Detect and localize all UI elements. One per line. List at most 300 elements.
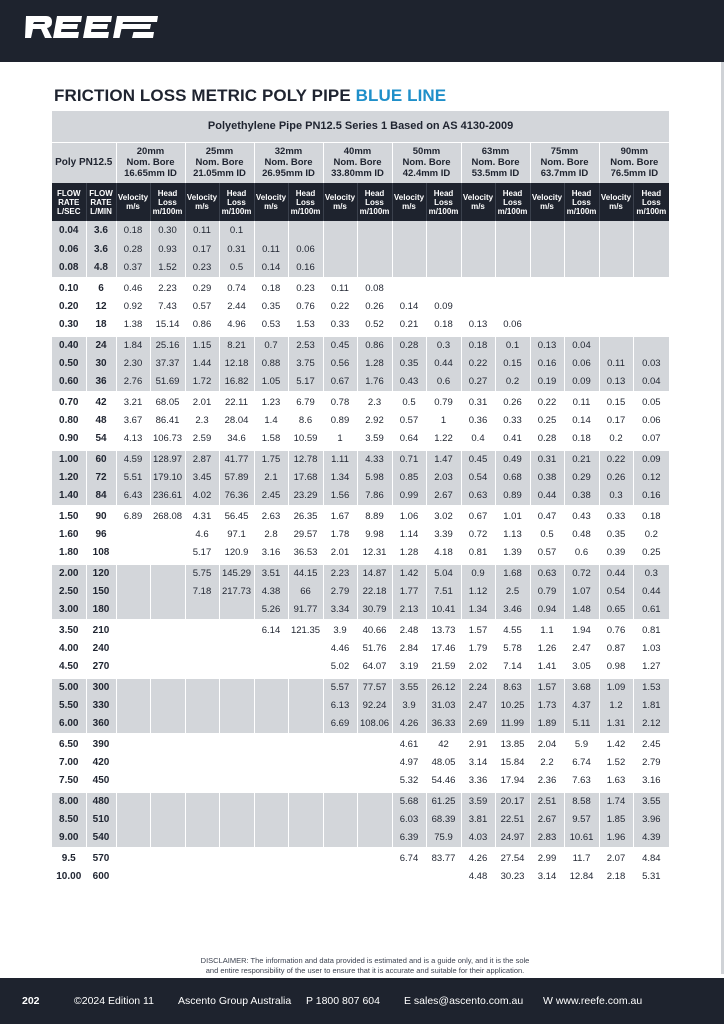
head-loss-cell xyxy=(357,829,392,848)
velocity-header: Velocity m/s xyxy=(116,183,150,221)
velocity-cell: 0.17 xyxy=(599,411,633,430)
head-loss-cell: 17.94 xyxy=(495,772,530,791)
head-loss-cell: 0.30 xyxy=(150,221,185,240)
head-loss-cell: 0.15 xyxy=(495,354,530,373)
head-loss-cell: 14.87 xyxy=(357,563,392,582)
flow-lpm-cell: 4.8 xyxy=(86,259,116,278)
head-loss-cell: 8.6 xyxy=(288,411,323,430)
head-loss-cell xyxy=(426,867,461,886)
velocity-cell xyxy=(530,297,564,316)
velocity-cell: 1.57 xyxy=(530,677,564,696)
flow-lpm-cell: 54 xyxy=(86,430,116,449)
head-loss-cell: 0.18 xyxy=(426,316,461,335)
head-loss-cell: 26.35 xyxy=(288,506,323,525)
head-loss-cell: 0.29 xyxy=(564,468,599,487)
head-loss-cell: 12.18 xyxy=(219,354,254,373)
head-loss-cell: 0.44 xyxy=(633,582,669,601)
head-loss-cell xyxy=(219,791,254,810)
head-loss-cell: 5.04 xyxy=(426,563,461,582)
velocity-cell: 4.97 xyxy=(392,753,426,772)
velocity-cell xyxy=(323,753,357,772)
table-row xyxy=(52,354,669,373)
head-loss-cell: 0.86 xyxy=(357,335,392,354)
standard-header-row xyxy=(52,111,669,142)
flow-lpm-cell: 18 xyxy=(86,316,116,335)
table-row xyxy=(52,601,669,620)
velocity-cell: 4.26 xyxy=(392,715,426,734)
velocity-cell: 0.57 xyxy=(185,297,219,316)
flow-lpm-cell: 84 xyxy=(86,487,116,506)
flow-lpm-cell: 108 xyxy=(86,544,116,563)
velocity-cell: 0.7 xyxy=(254,335,288,354)
flow-lpm-cell: 48 xyxy=(86,411,116,430)
velocity-cell: 2.18 xyxy=(599,867,633,886)
head-loss-cell: 68.39 xyxy=(426,810,461,829)
head-loss-cell xyxy=(150,544,185,563)
velocity-cell: 1.14 xyxy=(392,525,426,544)
head-loss-cell xyxy=(150,715,185,734)
velocity-cell xyxy=(461,278,495,297)
head-loss-cell: 7.86 xyxy=(357,487,392,506)
flow-lpm-cell: 240 xyxy=(86,639,116,658)
head-loss-cell: 1.68 xyxy=(495,563,530,582)
head-loss-cell: 91.77 xyxy=(288,601,323,620)
velocity-cell: 1.34 xyxy=(461,601,495,620)
velocity-cell: 0.2 xyxy=(599,430,633,449)
website-link[interactable]: W www.reefe.com.au xyxy=(543,995,643,1007)
email-link[interactable]: E sales@ascento.com.au xyxy=(404,995,524,1007)
flow-lpm-cell: 24 xyxy=(86,335,116,354)
head-loss-cell: 1 xyxy=(426,411,461,430)
header-bar xyxy=(0,0,724,62)
head-loss-cell: 6.74 xyxy=(564,753,599,772)
table-row xyxy=(52,373,669,392)
head-loss-cell: 3.46 xyxy=(495,601,530,620)
velocity-cell: 0.28 xyxy=(116,240,150,259)
velocity-cell: 6.39 xyxy=(392,829,426,848)
velocity-cell: 0.18 xyxy=(461,335,495,354)
velocity-cell xyxy=(116,734,150,753)
head-loss-cell: 0.26 xyxy=(357,297,392,316)
velocity-cell xyxy=(323,791,357,810)
head-loss-cell xyxy=(564,278,599,297)
head-loss-cell: 9.98 xyxy=(357,525,392,544)
velocity-cell: 2.91 xyxy=(461,734,495,753)
velocity-cell: 2.76 xyxy=(116,373,150,392)
velocity-cell: 0.45 xyxy=(461,449,495,468)
velocity-cell: 0.38 xyxy=(530,468,564,487)
velocity-cell: 2.51 xyxy=(530,791,564,810)
flow-lps-cell: 0.70 xyxy=(52,392,86,411)
head-loss-cell xyxy=(357,848,392,867)
velocity-cell: 1.42 xyxy=(392,563,426,582)
velocity-cell: 0.78 xyxy=(323,392,357,411)
head-loss-cell: 8.63 xyxy=(495,677,530,696)
flow-lps-cell: 0.30 xyxy=(52,316,86,335)
head-loss-cell: 83.77 xyxy=(426,848,461,867)
flow-lps-header: FLOW RATE L/SEC xyxy=(52,183,86,221)
velocity-cell xyxy=(254,639,288,658)
head-loss-cell xyxy=(357,772,392,791)
velocity-header: Velocity m/s xyxy=(530,183,564,221)
velocity-cell xyxy=(116,715,150,734)
head-loss-cell: 1.03 xyxy=(633,639,669,658)
flow-lps-cell: 9.00 xyxy=(52,829,86,848)
velocity-cell: 0.99 xyxy=(392,487,426,506)
flow-lps-cell: 8.50 xyxy=(52,810,86,829)
velocity-cell: 3.45 xyxy=(185,468,219,487)
flow-lps-cell: 1.40 xyxy=(52,487,86,506)
head-loss-cell xyxy=(219,867,254,886)
head-loss-cell: 17.68 xyxy=(288,468,323,487)
table-row xyxy=(52,335,669,354)
head-loss-cell xyxy=(288,696,323,715)
velocity-cell: 0.31 xyxy=(461,392,495,411)
head-loss-cell: 0.44 xyxy=(426,354,461,373)
velocity-cell xyxy=(323,259,357,278)
table-row xyxy=(52,658,669,677)
velocity-cell: 6.43 xyxy=(116,487,150,506)
head-loss-cell xyxy=(633,316,669,335)
table-row xyxy=(52,544,669,563)
head-loss-cell xyxy=(288,848,323,867)
head-loss-cell: 2.47 xyxy=(564,639,599,658)
velocity-cell: 0.16 xyxy=(530,354,564,373)
velocity-cell xyxy=(185,734,219,753)
head-loss-cell: 0.18 xyxy=(633,506,669,525)
velocity-cell: 0.43 xyxy=(392,373,426,392)
head-loss-cell: 2.03 xyxy=(426,468,461,487)
velocity-cell: 5.02 xyxy=(323,658,357,677)
head-loss-cell: 0.18 xyxy=(564,430,599,449)
velocity-cell xyxy=(185,791,219,810)
head-loss-cell: 22.11 xyxy=(219,392,254,411)
velocity-cell: 0.13 xyxy=(599,373,633,392)
head-loss-cell: 64.07 xyxy=(357,658,392,677)
head-loss-cell: 0.1 xyxy=(219,221,254,240)
velocity-cell: 2.67 xyxy=(530,810,564,829)
velocity-cell: 0.39 xyxy=(599,544,633,563)
flow-lps-cell: 0.90 xyxy=(52,430,86,449)
head-loss-cell: 40.66 xyxy=(357,620,392,639)
title-main: FRICTION LOSS METRIC POLY PIPE xyxy=(54,86,351,105)
head-loss-cell xyxy=(150,753,185,772)
head-loss-cell xyxy=(219,620,254,639)
head-loss-cell: 12.78 xyxy=(288,449,323,468)
flow-lps-cell: 0.80 xyxy=(52,411,86,430)
velocity-cell: 1.2 xyxy=(599,696,633,715)
velocity-cell: 5.51 xyxy=(116,468,150,487)
head-loss-cell: 121.35 xyxy=(288,620,323,639)
velocity-cell xyxy=(116,791,150,810)
flow-lpm-cell: 570 xyxy=(86,848,116,867)
velocity-cell: 0.25 xyxy=(530,411,564,430)
head-loss-cell: 3.39 xyxy=(426,525,461,544)
table-row xyxy=(52,791,669,810)
head-loss-cell: 0.3 xyxy=(633,563,669,582)
head-loss-cell: 44.15 xyxy=(288,563,323,582)
velocity-cell: 1.58 xyxy=(254,430,288,449)
head-loss-cell: 2.23 xyxy=(150,278,185,297)
velocity-header: Velocity m/s xyxy=(185,183,219,221)
head-loss-cell: 13.73 xyxy=(426,620,461,639)
head-loss-cell: 15.14 xyxy=(150,316,185,335)
velocity-cell: 0.4 xyxy=(461,430,495,449)
head-loss-cell: 3.96 xyxy=(633,810,669,829)
head-loss-cell: 76.36 xyxy=(219,487,254,506)
head-loss-cell: 0.43 xyxy=(564,506,599,525)
velocity-cell: 0.35 xyxy=(599,525,633,544)
flow-lpm-cell: 180 xyxy=(86,601,116,620)
head-loss-header: Head Loss m/100m xyxy=(633,183,669,221)
head-loss-cell xyxy=(426,240,461,259)
head-loss-cell: 10.25 xyxy=(495,696,530,715)
head-loss-cell xyxy=(150,601,185,620)
flow-lps-cell: 3.50 xyxy=(52,620,86,639)
friction-loss-table xyxy=(52,111,669,886)
velocity-cell xyxy=(323,772,357,791)
velocity-cell: 0.76 xyxy=(599,620,633,639)
head-loss-cell xyxy=(633,240,669,259)
table-row xyxy=(52,316,669,335)
head-loss-cell: 12.84 xyxy=(564,867,599,886)
table-row xyxy=(52,867,669,886)
head-loss-cell: 2.5 xyxy=(495,582,530,601)
head-loss-cell: 4.33 xyxy=(357,449,392,468)
pipe-size-header: 75mm Nom. Bore 63.7mm ID xyxy=(530,142,599,183)
flow-lps-cell: 6.00 xyxy=(52,715,86,734)
page-title xyxy=(54,86,446,106)
head-loss-cell: 36.33 xyxy=(426,715,461,734)
velocity-cell: 4.13 xyxy=(116,430,150,449)
head-loss-cell xyxy=(219,677,254,696)
velocity-cell xyxy=(323,848,357,867)
velocity-cell: 1.1 xyxy=(530,620,564,639)
reefe-logo xyxy=(24,13,158,43)
velocity-cell xyxy=(185,715,219,734)
flow-lps-cell: 5.50 xyxy=(52,696,86,715)
head-loss-cell: 3.05 xyxy=(564,658,599,677)
velocity-cell xyxy=(599,335,633,354)
velocity-cell: 0.11 xyxy=(185,221,219,240)
pipe-size-header: 63mm Nom. Bore 53.5mm ID xyxy=(461,142,530,183)
velocity-cell: 0.47 xyxy=(530,506,564,525)
head-loss-cell: 3.55 xyxy=(633,791,669,810)
velocity-cell: 4.6 xyxy=(185,525,219,544)
velocity-cell xyxy=(254,829,288,848)
head-loss-cell: 4.18 xyxy=(426,544,461,563)
head-loss-cell xyxy=(288,715,323,734)
flow-lps-cell: 0.06 xyxy=(52,240,86,259)
head-loss-cell xyxy=(288,658,323,677)
pipe-size-header: 32mm Nom. Bore 26.95mm ID xyxy=(254,142,323,183)
head-loss-cell: 0.04 xyxy=(564,335,599,354)
velocity-cell: 1.41 xyxy=(530,658,564,677)
head-loss-cell: 5.78 xyxy=(495,639,530,658)
head-loss-cell: 75.9 xyxy=(426,829,461,848)
velocity-cell: 1.06 xyxy=(392,506,426,525)
velocity-cell: 0.85 xyxy=(392,468,426,487)
head-loss-cell: 4.55 xyxy=(495,620,530,639)
head-loss-cell: 25.16 xyxy=(150,335,185,354)
head-loss-cell: 13.85 xyxy=(495,734,530,753)
friction-loss-rows xyxy=(52,221,669,886)
head-loss-cell xyxy=(426,221,461,240)
flow-lps-cell: 0.40 xyxy=(52,335,86,354)
head-loss-cell: 108.06 xyxy=(357,715,392,734)
velocity-cell xyxy=(461,240,495,259)
velocity-cell xyxy=(116,658,150,677)
head-loss-cell xyxy=(150,848,185,867)
velocity-cell xyxy=(254,810,288,829)
head-loss-cell: 0.38 xyxy=(564,487,599,506)
head-loss-cell xyxy=(150,677,185,696)
reefe-logo-mark xyxy=(24,13,158,41)
head-loss-cell xyxy=(633,335,669,354)
table-row xyxy=(52,734,669,753)
head-loss-cell xyxy=(219,829,254,848)
head-loss-cell: 24.97 xyxy=(495,829,530,848)
head-loss-cell: 0.31 xyxy=(219,240,254,259)
head-loss-cell: 1.27 xyxy=(633,658,669,677)
disclaimer-line-2: and entire responsibility of the user to ensure that it is accurate and suitable for their application. xyxy=(205,966,525,975)
velocity-cell: 0.36 xyxy=(461,411,495,430)
velocity-cell xyxy=(185,620,219,639)
head-loss-cell: 0.3 xyxy=(426,335,461,354)
velocity-cell: 0.86 xyxy=(185,316,219,335)
velocity-cell: 1.12 xyxy=(461,582,495,601)
velocity-cell: 6.69 xyxy=(323,715,357,734)
head-loss-cell: 0.21 xyxy=(564,449,599,468)
flow-lps-cell: 4.50 xyxy=(52,658,86,677)
head-loss-cell xyxy=(150,696,185,715)
title-accent: BLUE LINE xyxy=(355,86,447,105)
table-row xyxy=(52,449,669,468)
flow-lpm-cell: 120 xyxy=(86,563,116,582)
table-row xyxy=(52,810,669,829)
flow-lps-cell: 1.80 xyxy=(52,544,86,563)
velocity-cell: 0.44 xyxy=(599,563,633,582)
velocity-cell: 0.57 xyxy=(530,544,564,563)
head-loss-cell: 9.57 xyxy=(564,810,599,829)
velocity-cell xyxy=(254,221,288,240)
head-loss-cell: 3.75 xyxy=(288,354,323,373)
head-loss-cell: 31.03 xyxy=(426,696,461,715)
velocity-cell: 1.38 xyxy=(116,316,150,335)
velocity-cell: 0.29 xyxy=(185,278,219,297)
velocity-cell: 0.5 xyxy=(392,392,426,411)
head-loss-cell xyxy=(150,639,185,658)
head-loss-cell xyxy=(288,810,323,829)
velocity-cell: 1.96 xyxy=(599,829,633,848)
velocity-cell: 1.56 xyxy=(323,487,357,506)
velocity-cell xyxy=(185,848,219,867)
head-loss-cell xyxy=(219,639,254,658)
velocity-cell: 2.13 xyxy=(392,601,426,620)
head-loss-cell: 0.61 xyxy=(633,601,669,620)
velocity-cell: 0.27 xyxy=(461,373,495,392)
head-loss-cell: 2.53 xyxy=(288,335,323,354)
head-loss-header: Head Loss m/100m xyxy=(495,183,530,221)
flow-lpm-cell: 12 xyxy=(86,297,116,316)
head-loss-cell: 0.26 xyxy=(495,392,530,411)
head-loss-cell: 5.98 xyxy=(357,468,392,487)
head-loss-cell: 0.04 xyxy=(633,373,669,392)
flow-lps-cell: 0.50 xyxy=(52,354,86,373)
head-loss-cell: 0.16 xyxy=(633,487,669,506)
velocity-cell: 0.18 xyxy=(254,278,288,297)
velocity-cell xyxy=(116,829,150,848)
head-loss-cell xyxy=(288,829,323,848)
velocity-cell: 6.14 xyxy=(254,620,288,639)
velocity-cell: 2.83 xyxy=(530,829,564,848)
velocity-header: Velocity m/s xyxy=(254,183,288,221)
table-row xyxy=(52,753,669,772)
velocity-header: Velocity m/s xyxy=(599,183,633,221)
head-loss-cell: 17.46 xyxy=(426,639,461,658)
velocity-cell: 2.87 xyxy=(185,449,219,468)
velocity-cell: 1.11 xyxy=(323,449,357,468)
head-loss-cell xyxy=(495,221,530,240)
velocity-cell xyxy=(530,240,564,259)
head-loss-cell: 1.53 xyxy=(633,677,669,696)
table-row xyxy=(52,772,669,791)
velocity-cell: 0.23 xyxy=(185,259,219,278)
head-loss-cell: 28.04 xyxy=(219,411,254,430)
head-loss-cell: 1.48 xyxy=(564,601,599,620)
head-loss-cell: 34.6 xyxy=(219,430,254,449)
velocity-cell: 2.07 xyxy=(599,848,633,867)
head-loss-cell: 0.89 xyxy=(495,487,530,506)
velocity-cell xyxy=(599,240,633,259)
velocity-cell: 0.31 xyxy=(530,449,564,468)
disclaimer-line-1: DISCLAIMER: The information and data provided is estimated and is a guide only, and it is the sole xyxy=(200,956,530,965)
velocity-cell xyxy=(116,867,150,886)
head-loss-cell: 268.08 xyxy=(150,506,185,525)
velocity-cell: 0.67 xyxy=(323,373,357,392)
flow-lps-cell: 1.60 xyxy=(52,525,86,544)
velocity-cell xyxy=(116,753,150,772)
head-loss-cell: 1.52 xyxy=(150,259,185,278)
head-loss-cell xyxy=(495,278,530,297)
head-loss-cell xyxy=(150,658,185,677)
pipe-size-header: 40mm Nom. Bore 33.80mm ID xyxy=(323,142,392,183)
velocity-cell xyxy=(392,240,426,259)
flow-lpm-cell: 510 xyxy=(86,810,116,829)
head-loss-cell xyxy=(150,867,185,886)
velocity-cell: 0.35 xyxy=(254,297,288,316)
table-row xyxy=(52,392,669,411)
table-row xyxy=(52,468,669,487)
velocity-cell: 1.4 xyxy=(254,411,288,430)
head-loss-cell: 0.79 xyxy=(426,392,461,411)
velocity-cell: 0.53 xyxy=(254,316,288,335)
velocity-cell xyxy=(254,867,288,886)
velocity-cell xyxy=(323,221,357,240)
table-row xyxy=(52,297,669,316)
velocity-cell: 0.67 xyxy=(461,506,495,525)
flow-lpm-cell: 6 xyxy=(86,278,116,297)
head-loss-cell: 106.73 xyxy=(150,430,185,449)
head-loss-cell: 10.41 xyxy=(426,601,461,620)
head-loss-cell: 0.2 xyxy=(495,373,530,392)
table-row xyxy=(52,563,669,582)
head-loss-cell: 0.05 xyxy=(633,392,669,411)
flow-lps-cell: 2.00 xyxy=(52,563,86,582)
velocity-cell: 3.16 xyxy=(254,544,288,563)
velocity-cell: 2.23 xyxy=(323,563,357,582)
flow-lps-cell: 6.50 xyxy=(52,734,86,753)
